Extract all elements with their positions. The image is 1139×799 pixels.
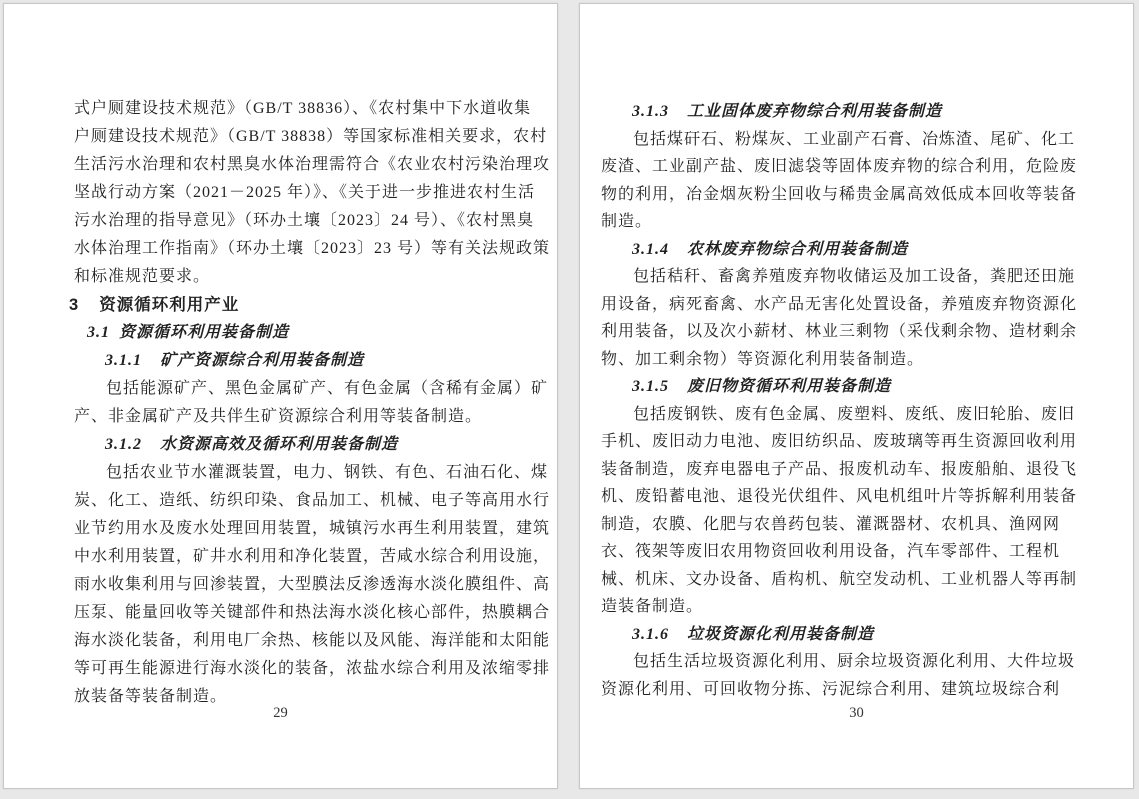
- text-line: 包括秸秆、畜禽养殖废弃物收储运及加工设备，粪肥还田施: [633, 268, 1076, 285]
- text-line: 物的利用，冶金烟灰粉尘回收与稀贵金属高效低成本回收等装备: [601, 185, 1078, 203]
- section-number: 3.1.6: [632, 625, 669, 643]
- section-number: 3.1.2: [105, 436, 142, 453]
- text-line: 包括生活垃圾资源化利用、厨余垃圾资源化利用、大件垃圾: [633, 653, 1076, 670]
- text-line: 雨水收集利用与回渗装置，大型膜法反渗透海水淡化膜组件、高: [74, 576, 551, 593]
- section-heading-3.1.4: [632, 236, 1081, 264]
- text-line: 户厕建设技术规范》（GB/T 38838）等国家标准相关要求，农村: [74, 128, 548, 145]
- text-line: 包括煤矸石、粉煤灰、工业副产石膏、冶炼渣、尾矿、化工: [633, 130, 1076, 148]
- text-line: 械、机床、文办设备、盾构机、航空发动机、工业机器人等再制: [601, 570, 1078, 588]
- text-line: 业节约用水及废水处理回用装置，城镇污水再生利用装置，建筑: [74, 520, 551, 537]
- page-left-text: [69, 95, 551, 711]
- text-line: 制造，农膜、化肥与农兽药包装、灌溉器材、农机具、渔网网: [601, 515, 1061, 533]
- section-title: 废旧物资循环利用装备制造: [687, 378, 892, 395]
- text-line: 生活污水治理和农村黑臭水体治理需符合《农业农村污染治理攻: [74, 156, 551, 173]
- page-right-text: [601, 98, 1081, 703]
- section-heading-3.1: [87, 319, 543, 347]
- text-line: 海水淡化装备，利用电厂余热、核能以及风能、海洋能和太阳能: [74, 632, 551, 649]
- text-line: 产、非金属矿产及共伴生矿资源综合利用等装备制造。: [74, 408, 483, 425]
- page-number-left: 29: [273, 705, 288, 721]
- text-line: 等可再生能源进行海水淡化的装备，浓盐水综合利用及浓缩零排: [74, 660, 551, 677]
- text-line: 制造。: [601, 213, 653, 230]
- section-number: 3.1.3: [632, 103, 669, 120]
- text-line: 炭、化工、造纸、纺织印染、食品加工、机械、电子等高用水行: [74, 492, 551, 509]
- section-heading-3.1.6: [632, 621, 1081, 649]
- page-number-right: 30: [849, 705, 864, 721]
- text-line: 式户厕建设技术规范》（GB/T 38836）、《农村集中下水道收集: [74, 100, 532, 117]
- text-line: 放装备等装备制造。: [74, 688, 228, 705]
- text-line: 衣、筏架等废旧农用物资回收利用设备，汽车零部件、工程机: [601, 543, 1061, 560]
- text-line: 包括农业节水灌溉装置，电力、钢铁、有色、石油石化、煤: [106, 464, 549, 481]
- section-heading-3.1.2: [105, 431, 543, 459]
- section-title: 工业固体废弃物综合利用装备制造: [687, 103, 943, 120]
- section-title: 农林废弃物综合利用装备制造: [687, 240, 909, 258]
- section-number: 3.1.1: [105, 352, 142, 369]
- section-title: 资源循环利用装备制造: [119, 324, 290, 341]
- page-left: [3, 3, 558, 789]
- section-number: 3: [69, 296, 80, 314]
- text-line: 机、废铅蓄电池、退役光伏组件、风电机组叶片等拆解利用装备: [601, 488, 1078, 505]
- text-line: 坚战行动方案（2021－2025 年）》、《关于进一步推进农村生活: [74, 184, 536, 201]
- text-line: 压泵、能量回收等关键部件和热法海水淡化核心部件，热膜耦合: [74, 604, 551, 621]
- text-line: 装备制造，废弃电器电子产品、报废机动车、报废船舶、退役飞: [601, 460, 1078, 478]
- text-line: 废渣、工业副产盐、废旧滤袋等固体废弃物的综合利用，危险废: [601, 158, 1078, 175]
- text-line: 水体治理工作指南》（环办土壤〔2023〕23 号）等有关法规政策: [74, 240, 551, 257]
- section-title: 垃圾资源化利用装备制造: [687, 625, 875, 643]
- section-heading-3.1.3: [632, 98, 1081, 126]
- text-line: 手机、废旧动力电池、废旧纺织品、废玻璃等再生资源回收利用: [601, 433, 1078, 450]
- section-heading-3.1.1: [105, 347, 543, 375]
- section-number: 3.1: [87, 324, 110, 341]
- section-number: 3.1.4: [632, 240, 669, 258]
- text-line: 包括能源矿产、黑色金属矿产、有色金属（含稀有金属）矿: [106, 380, 549, 397]
- section-title: 资源循环利用产业: [99, 296, 240, 314]
- section-heading-3.1.5: [632, 373, 1081, 401]
- section-title: 矿产资源综合利用装备制造: [160, 352, 365, 369]
- section-number: 3.1.5: [632, 378, 669, 395]
- text-line: 利用装备，以及次小薪材、林业三剩物（采伐剩余物、造材剩余: [601, 323, 1078, 340]
- section-title: 水资源高效及循环利用装备制造: [160, 436, 399, 453]
- text-line: 资源化利用、可回收物分拣、污泥综合利用、建筑垃圾综合利: [601, 680, 1061, 698]
- text-line: 中水利用装置，矿井水利用和净化装置，苦咸水综合利用设施，: [74, 548, 551, 565]
- text-line: 用设备，病死畜禽、水产品无害化处置设备，养殖废弃物资源化: [601, 295, 1078, 313]
- text-line: 包括废钢铁、废有色金属、废塑料、废纸、废旧轮胎、废旧: [633, 405, 1076, 423]
- page-right: [579, 3, 1134, 789]
- text-line: 和标准规范要求。: [74, 268, 211, 285]
- section-heading-3: [69, 291, 543, 319]
- text-line: 造装备制造。: [601, 598, 704, 615]
- text-line: 污水治理的指导意见》（环办土壤〔2023〕24 号）、《农村黑臭: [74, 212, 535, 229]
- text-line: 物、加工剩余物）等资源化利用装备制造。: [601, 350, 925, 368]
